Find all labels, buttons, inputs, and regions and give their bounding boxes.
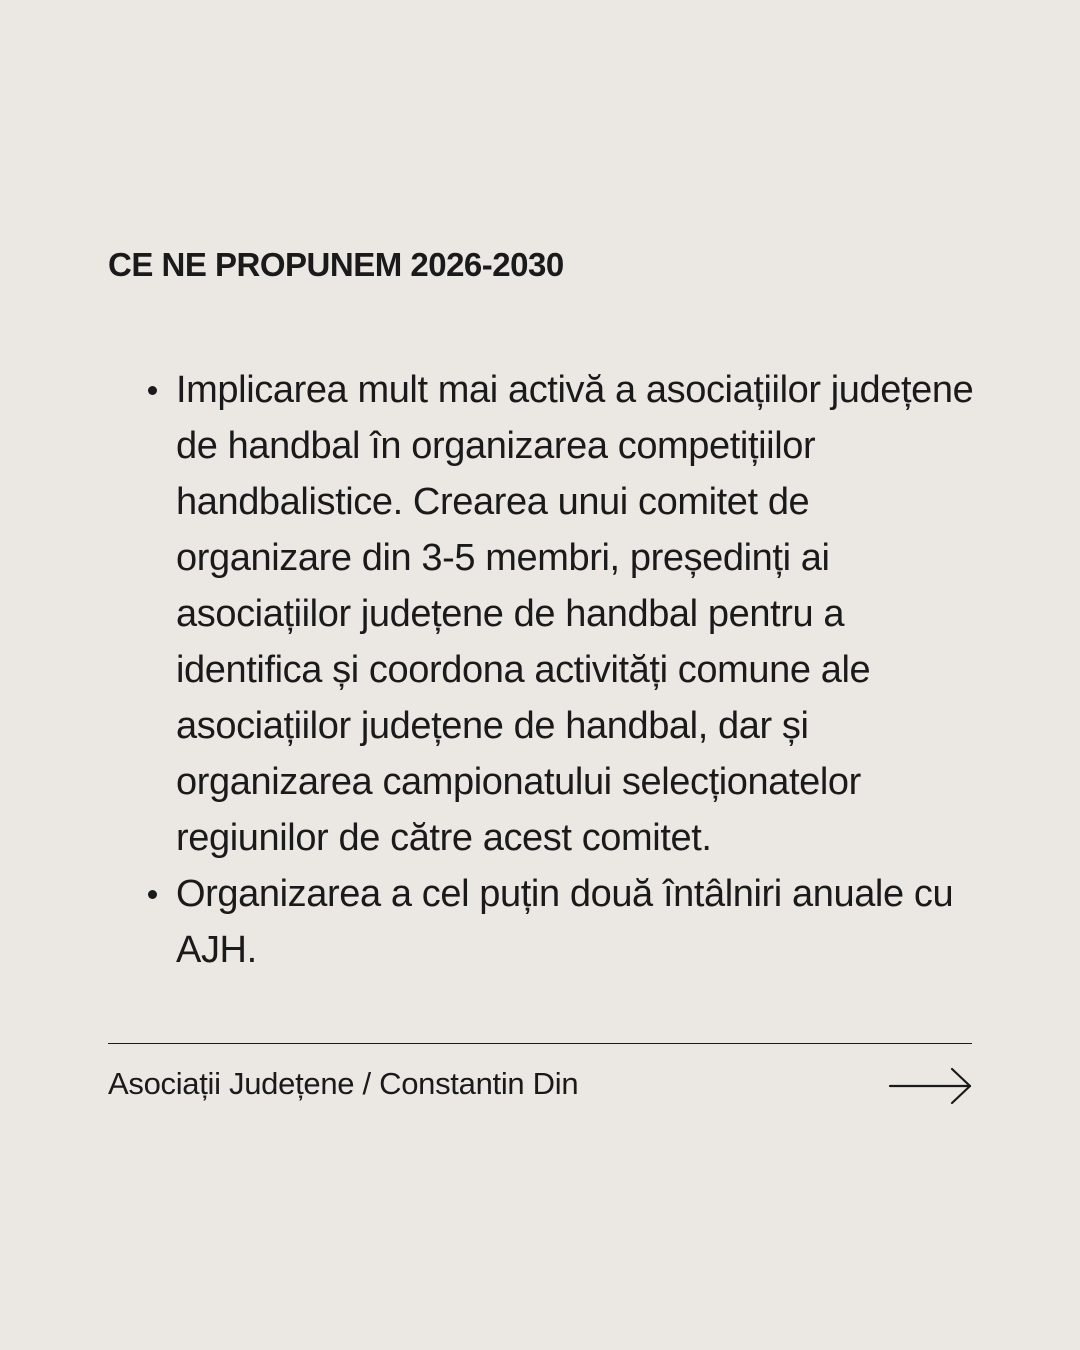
list-item-text: Organizarea a cel puțin două întâlniri anuale cu AJH. <box>176 873 954 971</box>
footer-breadcrumb: Asociații Județene / Constantin Din <box>108 1066 579 1101</box>
arrow-right-icon[interactable] <box>888 1066 974 1106</box>
list-item <box>108 362 978 866</box>
page-title: CE NE PROPUNEM 2026-2030 <box>108 246 564 283</box>
bullet-dot-icon <box>148 386 157 395</box>
list-item <box>108 866 978 978</box>
list-item-text: Implicarea mult mai activă a asociațiilor județene de handbal în organizarea competițiilor handbalistice. Crearea unui comitet de organizare din 3-5 membri, președinți ai asociațiilor județene de handbal pentru a identifica și coordona activități comune ale asociațiilor județene de handbal, dar și organizarea campionatului selecționatelor regiunilor de către acest comitet. <box>176 369 974 859</box>
bullet-list <box>108 362 978 978</box>
divider <box>108 1043 972 1044</box>
bullet-dot-icon <box>148 890 157 899</box>
